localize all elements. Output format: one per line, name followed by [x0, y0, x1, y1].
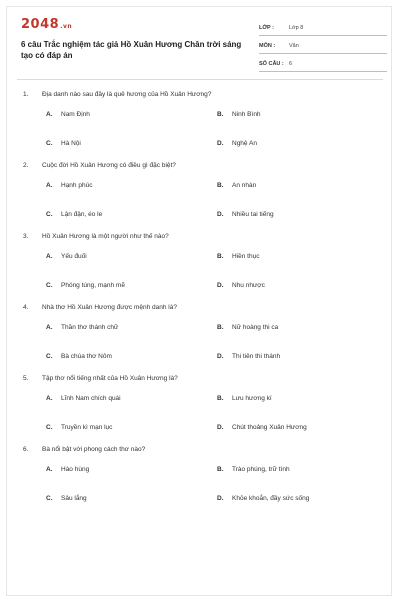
- option-b[interactable]: [217, 179, 256, 191]
- question-number: 2.: [23, 161, 29, 169]
- option-c[interactable]: [46, 421, 112, 433]
- question-5-text: [23, 371, 377, 385]
- question-prompt: Địa danh nào sau đây là quê hương của Hồ Xuân Hương?: [42, 90, 212, 98]
- option-text: Nam Định: [61, 110, 90, 118]
- option-text: Thần thơ thánh chữ: [61, 323, 119, 331]
- question-number: 3.: [23, 232, 29, 240]
- logo-domain: .vn: [60, 23, 73, 30]
- option-text: Trào phúng, trữ tình: [232, 465, 290, 473]
- option-text: Hạnh phúc: [61, 181, 93, 189]
- option-d[interactable]: [217, 492, 309, 504]
- option-letter: B.: [217, 181, 224, 189]
- document-title: 6 câu Trắc nghiệm tác giả Hồ Xuân Hương Chân trời sáng tạo có đáp án: [21, 40, 242, 60]
- meta-count: [259, 57, 387, 72]
- option-a[interactable]: [46, 321, 118, 333]
- option-a[interactable]: [46, 250, 87, 262]
- question-1-options: [46, 101, 377, 157]
- meta-count-label: SỐ CÂU :: [259, 61, 284, 67]
- question-number: 1.: [23, 90, 29, 98]
- option-text: Nhu nhược: [232, 281, 265, 289]
- question-3-text: [23, 229, 377, 243]
- option-a[interactable]: [46, 463, 89, 475]
- option-letter: C.: [46, 423, 53, 431]
- question-4-text: [23, 300, 377, 314]
- question-prompt: Nhà thơ Hồ Xuân Hương được mệnh danh là?: [42, 303, 177, 311]
- option-letter: A.: [46, 465, 53, 473]
- option-text: Bà chúa thơ Nôm: [61, 352, 112, 360]
- option-text: Lận đận, éo le: [61, 210, 103, 218]
- option-b[interactable]: [217, 250, 259, 262]
- option-letter: A.: [46, 394, 53, 402]
- question-6-options: [46, 456, 377, 512]
- question-number: 5.: [23, 374, 29, 382]
- document-meta: [259, 21, 387, 75]
- option-letter: A.: [46, 110, 53, 118]
- option-d[interactable]: [217, 421, 307, 433]
- header-divider: [17, 79, 383, 80]
- meta-subject-value: Văn: [289, 43, 299, 49]
- option-text: An nhàn: [232, 181, 257, 189]
- option-d[interactable]: [217, 137, 257, 149]
- option-d[interactable]: [217, 279, 265, 291]
- option-c[interactable]: [46, 350, 112, 362]
- option-b[interactable]: [217, 321, 278, 333]
- question-prompt: Cuộc đời Hồ Xuân Hương có điều gì đặc biệt?: [42, 161, 176, 169]
- question-number: 6.: [23, 445, 29, 453]
- option-letter: A.: [46, 252, 53, 260]
- option-text: Khỏe khoắn, đầy sức sống: [232, 494, 310, 502]
- option-letter: C.: [46, 281, 53, 289]
- option-a[interactable]: [46, 179, 92, 191]
- question-1-text: [23, 87, 377, 101]
- option-c[interactable]: [46, 279, 125, 291]
- site-logo[interactable]: [21, 17, 72, 32]
- option-c[interactable]: [46, 208, 102, 220]
- question-3: [23, 229, 377, 300]
- logo-text: 2048: [21, 17, 60, 32]
- option-c[interactable]: [46, 492, 87, 504]
- document-page: [6, 6, 392, 596]
- option-b[interactable]: [217, 108, 261, 120]
- option-text: Ninh Bình: [232, 110, 261, 118]
- option-letter: B.: [217, 465, 224, 473]
- option-letter: C.: [46, 210, 53, 218]
- option-letter: C.: [46, 352, 53, 360]
- option-letter: A.: [46, 323, 53, 331]
- option-text: Hào hùng: [61, 465, 90, 473]
- meta-subject: [259, 39, 387, 54]
- option-letter: B.: [217, 252, 224, 260]
- question-prompt: Hồ Xuân Hương là một người như thế nào?: [42, 232, 169, 240]
- question-1: [23, 87, 377, 158]
- question-4-options: [46, 314, 377, 370]
- option-text: Nữ hoàng thi ca: [232, 323, 279, 331]
- question-number: 4.: [23, 303, 29, 311]
- question-2-text: [23, 158, 377, 172]
- option-text: Lưu hương kí: [232, 394, 272, 402]
- question-5: [23, 371, 377, 442]
- option-letter: A.: [46, 181, 53, 189]
- option-b[interactable]: [217, 392, 272, 404]
- meta-class-value: Lớp 8: [289, 25, 304, 31]
- option-text: Sâu lắng: [61, 494, 87, 502]
- option-text: Thi tiên thi thánh: [232, 352, 281, 360]
- option-letter: C.: [46, 139, 53, 147]
- option-c[interactable]: [46, 137, 81, 149]
- question-5-options: [46, 385, 377, 441]
- meta-class: [259, 21, 387, 36]
- option-letter: B.: [217, 323, 224, 331]
- option-text: Hiền thục: [232, 252, 260, 260]
- option-letter: B.: [217, 110, 224, 118]
- option-a[interactable]: [46, 108, 90, 120]
- option-b[interactable]: [217, 463, 290, 475]
- question-prompt: Tập thơ nổi tiếng nhất của Hồ Xuân Hương là?: [42, 374, 178, 382]
- option-letter: C.: [46, 494, 53, 502]
- option-a[interactable]: [46, 392, 121, 404]
- question-6-text: [23, 442, 377, 456]
- question-6: [23, 442, 377, 513]
- option-text: Lĩnh Nam chích quái: [61, 394, 121, 402]
- option-letter: D.: [217, 210, 224, 218]
- option-d[interactable]: [217, 208, 274, 220]
- option-text: Chút thoảng Xuân Hương: [232, 423, 307, 431]
- meta-class-label: LỚP :: [259, 25, 274, 31]
- question-4: [23, 300, 377, 371]
- meta-subject-label: MÔN :: [259, 43, 276, 49]
- question-2-options: [46, 172, 377, 228]
- option-text: Yếu đuối: [61, 252, 87, 260]
- option-letter: B.: [217, 394, 224, 402]
- option-letter: D.: [217, 423, 224, 431]
- option-d[interactable]: [217, 350, 280, 362]
- question-2: [23, 158, 377, 229]
- option-letter: D.: [217, 352, 224, 360]
- option-letter: D.: [217, 494, 224, 502]
- question-3-options: [46, 243, 377, 299]
- option-text: Nghệ An: [232, 139, 257, 147]
- question-list: [23, 87, 377, 513]
- option-text: Phóng túng, mạnh mẽ: [61, 281, 125, 289]
- meta-count-value: 6: [289, 61, 293, 67]
- question-prompt: Bà nổi bật với phong cách thơ nào?: [42, 445, 146, 453]
- option-text: Truyền kì mạn lục: [61, 423, 113, 431]
- option-letter: D.: [217, 139, 224, 147]
- option-letter: D.: [217, 281, 224, 289]
- option-text: Nhiều tai tiếng: [232, 210, 274, 218]
- option-text: Hà Nội: [61, 139, 81, 147]
